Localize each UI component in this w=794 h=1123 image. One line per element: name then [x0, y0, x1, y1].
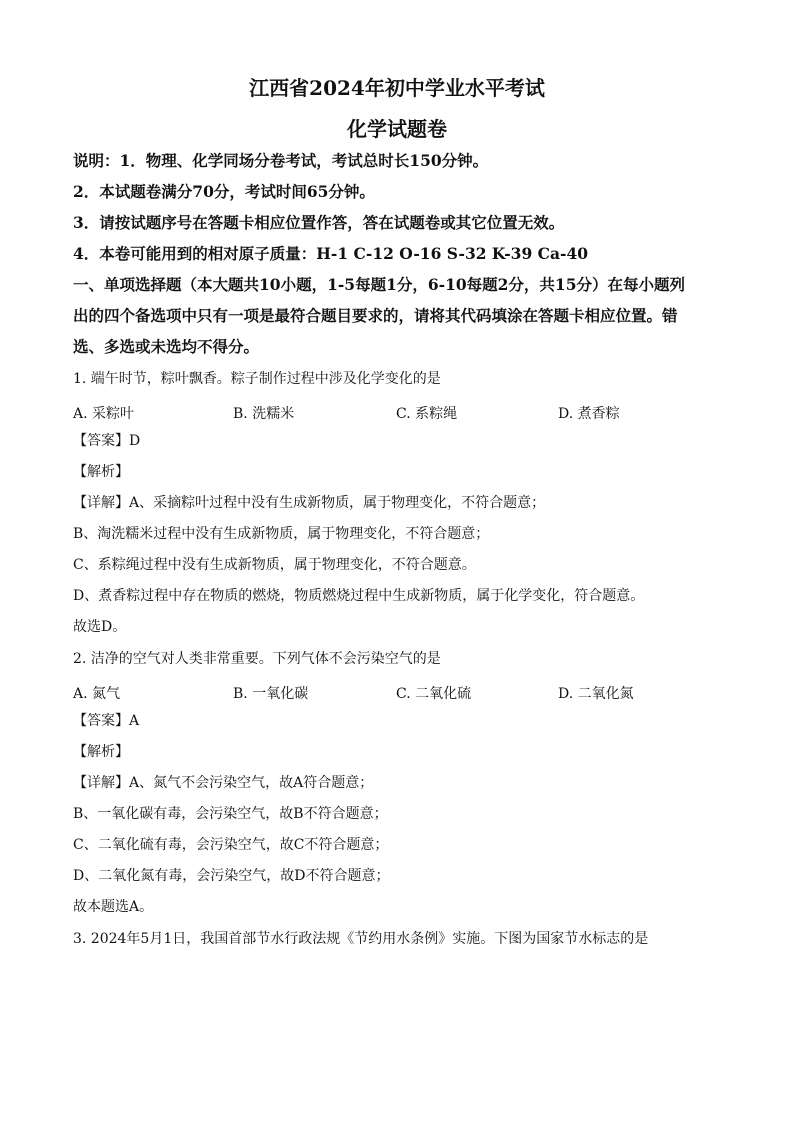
question-1-detail-line: D、煮香粽过程中存在物质的燃烧，物质燃烧过程中生成新物质，属于化学变化，符合题意。: [73, 588, 645, 604]
question-2-detail-line: C、二氧化硫有毒，会污染空气，故C不符合题意；: [73, 837, 389, 853]
question-1-analysis: 【解析】: [73, 464, 129, 480]
question-1-detail-line: C、系粽绳过程中没有生成新物质，属于物理变化，不符合题意。: [73, 557, 476, 573]
question-2-detail-line: D、二氧化氮有毒，会污染空气，故D不符合题意；: [73, 868, 390, 884]
question-1-answer: 【答案】D: [73, 433, 141, 449]
question-1-detail-line: 【详解】A、采摘粽叶过程中没有生成新物质，属于物理变化，不符合题意；: [73, 495, 546, 511]
section-heading-line-3: 选、多选或未选均不得分。: [73, 337, 260, 356]
question-1-option-c: C. 系粽绳: [396, 406, 458, 422]
note-2: 2．本试题卷满分70分，考试时间65分钟。: [73, 182, 375, 201]
question-2-option-b: B. 一氧化碳: [233, 686, 309, 702]
question-1-option-b: B. 洗糯米: [233, 406, 295, 422]
question-2-stem: 2. 洁净的空气对人类非常重要。下列气体不会污染空气的是: [73, 651, 441, 667]
page-subtitle: 化学试题卷: [347, 117, 447, 141]
note-3: 3．请按试题序号在答题卡相应位置作答，答在试题卷或其它位置无效。: [73, 213, 565, 232]
note-4: 4．本卷可能用到的相对原子质量：H-1 C-12 O-16 S-32 K-39 Ca-40: [73, 244, 589, 263]
question-2-detail-line: 【详解】A、氮气不会污染空气，故A符合题意；: [73, 775, 374, 791]
section-heading-line-2: 出的四个备选项中只有一项是最符合题目要求的，请将其代码填涂在答题卡相应位置。错: [73, 306, 678, 325]
question-1-detail-line: B、淘洗糯米过程中没有生成新物质，属于物理变化，不符合题意；: [73, 526, 490, 542]
question-1-conclusion: 故选D。: [73, 619, 127, 635]
question-2-option-c: C. 二氧化硫: [396, 686, 472, 702]
question-2-analysis: 【解析】: [73, 744, 129, 760]
question-2-conclusion: 故本题选A。: [73, 899, 154, 915]
note-1: 说明：1．物理、化学同场分卷考试，考试总时长150分钟。: [73, 151, 489, 170]
question-2-answer: 【答案】A: [73, 713, 140, 729]
question-3-stem: 3. 2024年5月1日，我国首部节水行政法规《节约用水条例》实施。下图为国家节水标志的是: [73, 931, 649, 947]
question-1-option-d: D. 煮香粽: [558, 406, 620, 422]
question-1-stem: 1. 端午时节，粽叶飘香。粽子制作过程中涉及化学变化的是: [73, 371, 441, 387]
question-2-option-a: A. 氮气: [73, 686, 121, 702]
section-heading-line-1: 一、单项选择题（本大题共10小题，1-5每题1分，6-10每题2分，共15分）在每小题列: [73, 275, 686, 294]
question-2-detail-line: B、一氧化碳有毒，会污染空气，故B不符合题意；: [73, 806, 388, 822]
page-title: 江西省2024年初中学业水平考试: [249, 76, 545, 100]
question-2-option-d: D. 二氧化氮: [558, 686, 634, 702]
question-1-option-a: A. 采粽叶: [73, 406, 135, 422]
